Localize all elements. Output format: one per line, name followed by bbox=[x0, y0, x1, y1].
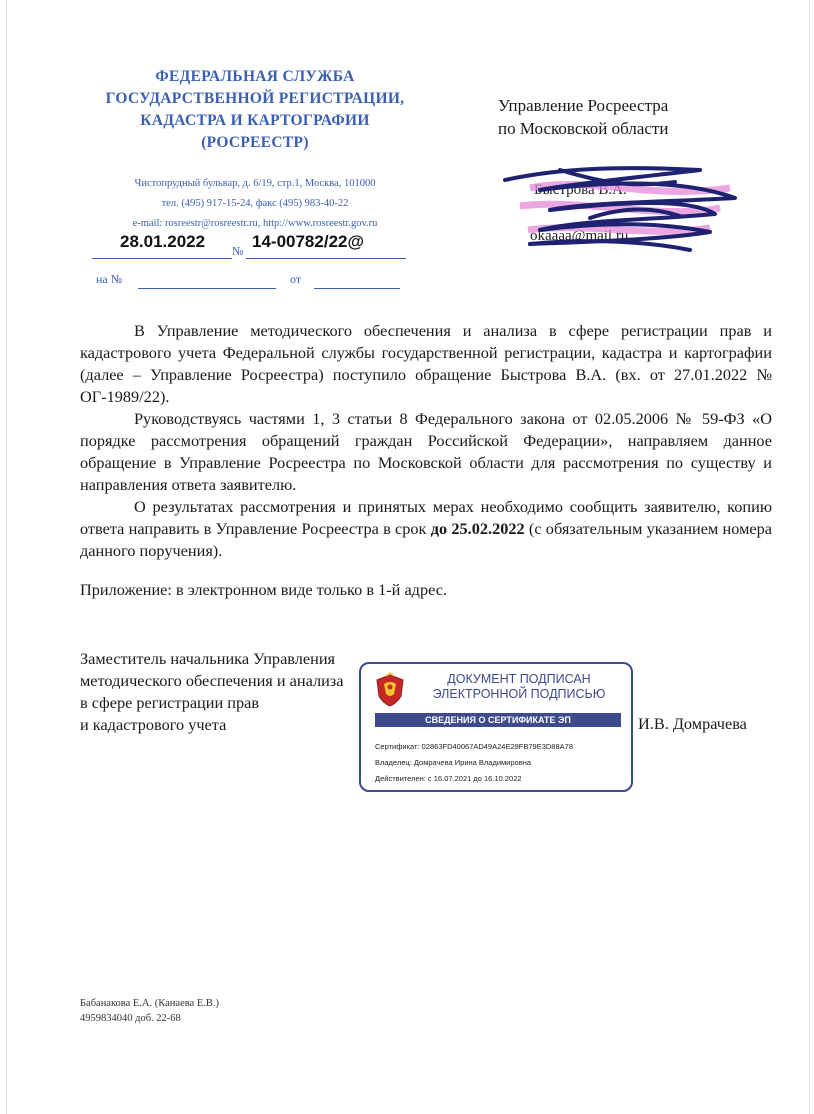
ot-label: от bbox=[290, 272, 302, 286]
org-line: ФЕДЕРАЛЬНАЯ СЛУЖБА bbox=[155, 68, 355, 85]
registration-number: 14-00782/22@ bbox=[252, 232, 365, 251]
deadline-date: до 25.02.2022 bbox=[430, 519, 525, 538]
org-line: ГОСУДАРСТВЕННОЙ РЕГИСТРАЦИИ, bbox=[105, 90, 405, 107]
stamp-title bbox=[419, 672, 619, 702]
executor-info bbox=[80, 996, 219, 1026]
signatory-name: И.В. Домрачева bbox=[638, 714, 747, 733]
org-line: КАДАСТРА И КАРТОГРАФИИ bbox=[140, 112, 370, 129]
na-label: на № bbox=[96, 272, 123, 286]
appendix-note: Приложение: в электронном виде только в 1-й адрес. bbox=[80, 580, 448, 599]
signatory-position bbox=[80, 648, 343, 736]
position-line: Заместитель начальника Управления bbox=[80, 649, 336, 668]
letter-body bbox=[80, 320, 772, 562]
page-left-edge bbox=[6, 0, 7, 1114]
position-line: в сфере регистрации прав bbox=[80, 693, 260, 712]
certificate-info-bar: СВЕДЕНИЯ О СЕРТИФИКАТЕ ЭП bbox=[375, 713, 621, 727]
ot-underline bbox=[314, 288, 400, 289]
redaction-scribble bbox=[500, 158, 740, 258]
number-sign: № bbox=[232, 244, 244, 258]
certificate-validity: Действителен: с 16.07.2021 до 16.10.2022 bbox=[375, 774, 522, 783]
redacted-email: okaaaa@mail.ru bbox=[530, 228, 629, 244]
coat-of-arms-icon bbox=[373, 672, 407, 708]
page-right-edge bbox=[809, 0, 810, 1114]
stamp-title-line: ЭЛЕКТРОННОЙ ПОДПИСЬЮ bbox=[432, 687, 606, 701]
position-line: и кадастрового учета bbox=[80, 715, 227, 734]
executor-names: Бабанакова Е.А. (Канаева Е.В.) bbox=[80, 998, 219, 1009]
organization-name bbox=[80, 66, 430, 154]
phone-line: тел. (495) 917-15-24, факс (495) 983-40-22 bbox=[161, 198, 349, 209]
position-line: методического обеспечения и анализа bbox=[80, 671, 344, 690]
recipient-line: Управление Росреестра bbox=[498, 96, 669, 115]
electronic-signature-stamp bbox=[359, 662, 633, 792]
paragraph-3-end: (с обязательным указанием номера данного поручения). bbox=[80, 519, 772, 560]
recipient-block bbox=[498, 94, 668, 140]
stamp-title-line: ДОКУМЕНТ ПОДПИСАН bbox=[447, 672, 591, 686]
date-underline bbox=[92, 258, 232, 259]
org-line: (РОСРЕЕСТР) bbox=[201, 134, 309, 151]
number-underline bbox=[246, 258, 406, 259]
paragraph-1: В Управление методического обеспечения и анализа в сфере регистрации прав и кадастрового учета Федеральной службы государственной регистрации, кадастра и картографии (далее – Управление Росреестра) поступило обращение Быстрова В.А. (вх. от 27.01.2022 № ОГ-1989/22). bbox=[80, 321, 772, 406]
na-underline bbox=[138, 288, 276, 289]
certificate-owner: Владелец: Домрачева Ирина Владимировна bbox=[375, 758, 532, 767]
paragraph-2: Руководствуясь частями 1, 3 статьи 8 Федерального закона от 02.05.2006 № 59-ФЗ «О порядке рассмотрения обращений граждан Российской Федерации», направляем данное обращение в Управление Росреестра по Московской области для рассмотрения по существу и направления ответа заявителю. bbox=[80, 409, 772, 494]
registration-date: 28.01.2022 bbox=[120, 232, 206, 251]
paragraph-3 bbox=[80, 496, 772, 562]
executor-phone: 4959834040 доб. 22-68 bbox=[80, 1013, 181, 1024]
email-line: e-mail: rosreestr@rosreestr.ru, http://www.rosreestr.gov.ru bbox=[132, 218, 378, 229]
redacted-name: Быстрова В.А. bbox=[534, 182, 627, 198]
organization-address bbox=[90, 174, 420, 234]
recipient-line: по Московской области bbox=[498, 119, 669, 138]
paragraph-3-start: О результатах рассмотрения и принятых мерах необходимо сообщить заявителю, копию ответа направить в Управление Росреестра в срок bbox=[80, 497, 772, 538]
address-line: Чистопрудный бульвар, д. 6/19, стр.1, Москва, 101000 bbox=[134, 178, 376, 189]
certificate-number: Сертификат: 02863FD40067AD49A24E29FB79E3D88A78 bbox=[375, 742, 573, 751]
